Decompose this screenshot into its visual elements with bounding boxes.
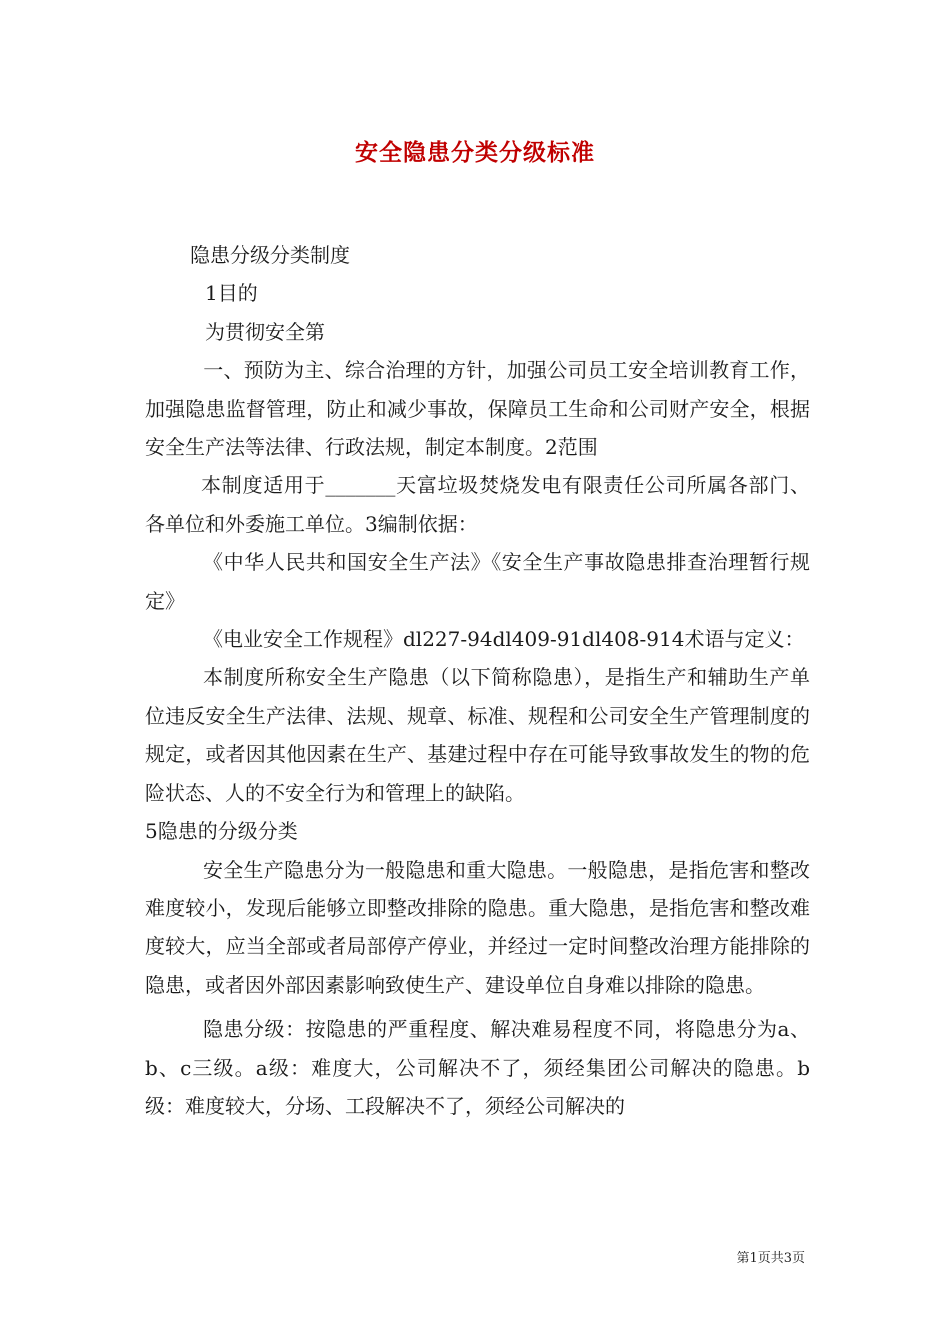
paragraph-heading: 隐患分级分类制度 [190, 243, 350, 267]
paragraph-scope: 本制度适用于_______天富垃圾焚烧发电有限责任公司所属各部门、各单位和外委施工单位。3编制依据： [145, 473, 810, 536]
paragraph-definition: 本制度所称安全生产隐患（以下简称隐患），是指生产和辅助生产单位违反安全生产法律、法规、规章、标准、规程和公司安全生产管理制度的规定，或者因其他因素在生产、基建过程中存在可能导致事故发生的物的危险状态、人的不安全行为和管理上的缺陷。 [145, 665, 810, 805]
paragraph-purpose: 一、预防为主、综合治理的方针，加强公司员工安全培训教育工作，加强隐患监督管理，防止和减少事故，保障员工生命和公司财产安全，根据安全生产法等法律、行政法规，制定本制度。2范围 [145, 358, 810, 460]
paragraph-section-5: 5隐患的分级分类 [145, 819, 298, 844]
document-title: 安全隐患分类分级标准 [355, 139, 595, 166]
paragraph-purpose-start: 为贯彻安全第 [205, 319, 325, 344]
paragraph-basis: 《中华人民共和国安全生产法》《安全生产事故隐患排查治理暂行规定》 [145, 550, 810, 613]
paragraph-section-1: 1目的 [205, 281, 258, 306]
paragraph-classification: 安全生产隐患分为一般隐患和重大隐患。一般隐患，是指危害和整改难度较小，发现后能够立即整改排除的隐患。重大隐患，是指危害和整改难度较大，应当全部或者局部停产停业，并经过一定时间整改治理方能排除的隐患，或者因外部因素影响致使生产、建设单位自身难以排除的隐患。 [145, 857, 810, 997]
paragraph-grading: 隐患分级：按隐患的严重程度、解决难易程度不同，将隐患分为a、b、c三级。a级：难度大，公司解决不了，须经集团公司解决的隐患。b级：难度较大，分场、工段解决不了，须经公司解决的 [145, 1017, 810, 1118]
page-number: 第1页共3页 [736, 1251, 805, 1266]
paragraph-regulations: 《电业安全工作规程》dl227-94dl409-91dl408-914术语与定义： [203, 627, 805, 652]
document-body [145, 236, 810, 1125]
